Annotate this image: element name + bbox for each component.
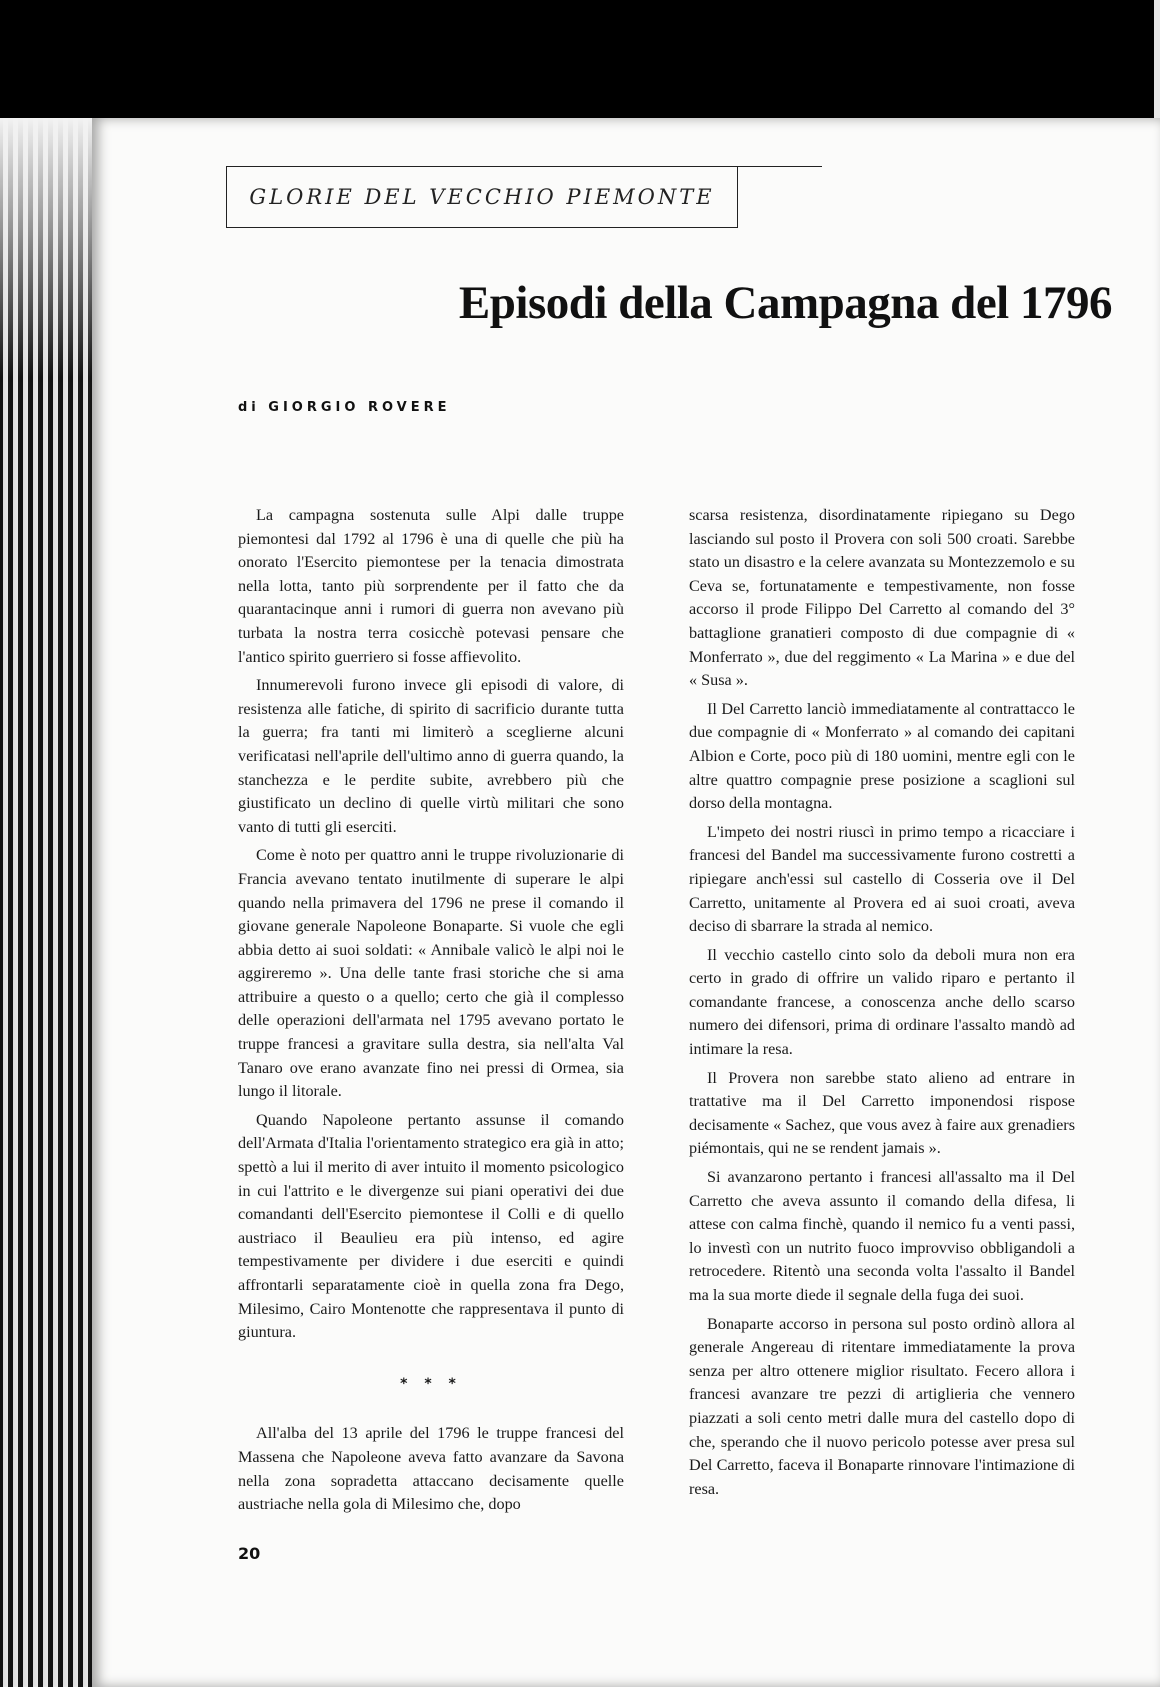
paragraph: Il vecchio castello cinto solo da deboli mura non era certo in grado di offrire un valido riparo e pertanto il comandante francese, a conoscenza anche dello scarso numero dei difensori, prima di ordinare l'assalto mandò ad intimare la resa. xyxy=(689,945,1075,1059)
paragraph: All'alba del 13 aprile del 1796 le truppe francesi del Massena che Napoleone aveva fatto avanzare da Savona nella zona sopradetta attaccano decisamente quelle austriache nella gola di Milesimo che, dopo xyxy=(238,1424,624,1514)
paragraph: scarsa resistenza, disordinatamente ripiegano su Dego lasciando sul posto il Provera con soli 500 croati. Sarebbe stato un disastro e la celere avanzata su Montezzemolo e su Ceva se, fortunatamente e tempestivamente, non fosse accorso il prode Filippo Del Carretto al comando del 3° battaglione granatieri composto di due compagnie di « Monferrato », due del reggimento « La Marina » e due del « Susa ». xyxy=(689,506,1075,690)
series-title: GLORIE DEL VECCHIO PIEMONTE xyxy=(249,185,715,209)
paragraph: L'impeto dei nostri riuscì in primo tempo a ricacciare i francesi del Bandel ma successivamente furono costretti a ripiegare anch'essi sul castello di Cosseria ove il Del Carretto, unitamente al Provera ed ai suoi croati, aveva deciso di sbarrare la strada al nemico. xyxy=(689,822,1075,936)
paragraph: Innumerevoli furono invece gli episodi di valore, di resistenza alle fatiche, di spirito di sacrificio durante tutta la guerra; fra tanti mi limiterò a sceglierne alcuni verificatasi nell'aprile dell'ultimo anno di guerra quando, la stanchezza e le perdite subite, avrebbero più che giustificato un declino di quelle virtù militari che sono vanto di tutti gli eserciti. xyxy=(238,676,624,836)
paragraph: Si avanzarono pertanto i francesi all'assalto ma il Del Carretto che aveva assunto il comando della difesa, li attese con calma finchè, quando il nemico fu a venti passi, lo investì con un nutrito fuoco improvviso obbligandoli a retrocedere. Ritentò una seconda volta l'assalto il Bandel ma la sua morte diede il segnale della fuga dei suoi. xyxy=(689,1168,1075,1304)
right-column xyxy=(689,504,1075,1501)
paragraph: Il Provera non sarebbe stato alieno ad entrare in trattative ma il Del Carretto imponendosi rispose decisamente « Sachez, que vous avez à faire aux grenadiers piémontais, qui ne se rendent jamais ». xyxy=(689,1068,1075,1158)
paragraph: Bonaparte accorso in persona sul posto ordinò allora al generale Angereau di ritentare immediatamente la prova senza per altro ottenere miglior risultato. Fecero allora i francesi avanzare tre pezzi di artiglieria che vennero piazzati a soli cento metri dalle mura del castello dopo di che, sperando che il nuovo pericolo potesse aver presa sul Del Carretto, faceva il Bonaparte rinnovare l'intimazione di resa. xyxy=(689,1314,1075,1498)
section-separator: * * * xyxy=(400,1375,462,1392)
paragraph: Il Del Carretto lanciò immediatamente al contrattacco le due compagnie di « Monferrato » al comando dei capitani Albion e Corte, poco più di 180 uomini, mentre egli con le altre quattro compagnie prese posizione a scaglioni sul dorso della montagna. xyxy=(689,699,1075,813)
book-page-edges xyxy=(0,118,104,1687)
page-number: 20 xyxy=(238,1544,261,1563)
paragraph: La campagna sostenuta sulle Alpi dalle truppe piemontesi dal 1792 al 1796 è una di quelle che più ha onorato l'Esercito piemontese per la tenacia dimostrata nella lotta, tanto più sorprendente per il fatto che da quarantacinque anni i rumori di guerra non avevano più turbata la nostra terra cosicchè potevasi pensare che l'antico spirito guerriero si fosse affievolito. xyxy=(238,506,624,666)
paragraph: Come è noto per quattro anni le truppe rivoluzionarie di Francia avevano tentato inutilmente di superare le alpi quando nella primavera del 1796 ne prese il comando il giovane generale Napoleone Bonaparte. Si vuole che egli abbia detto ai suoi soldati: « Annibale valicò le alpi noi le aggireremo ». Una delle tante frasi storiche che si ama attribuire a questo o a quello; certo che già il complesso delle operazioni dell'armata nel 1795 avevano portato le truppe francesi a gravitare sulla destra, sia nell'alta Val Tanaro ove erano avanzate fino nei pressi di Ormea, sia lungo il litorale. xyxy=(238,846,624,1101)
article-byline: di GIORGIO ROVERE xyxy=(238,400,451,415)
paragraph: Quando Napoleone pertanto assunse il comando dell'Armata d'Italia l'orientamento strategico era già in atto; spettò a lui il merito di aver intuito il momento psicologico in cui l'attrito e le divergenze sui piani operativi dei due comandanti dell'Esercito piemontese il Colli e di quello austriaco il Beaulieu era più intenso, ed agire tempestivamente per dividere i due eserciti e quindi affrontarli separatamente cioè in quella zona fra Dego, Milesimo, Cairo Montenotte che rappresentava il punto di giuntura. xyxy=(238,1110,624,1342)
left-column xyxy=(238,504,624,1517)
magazine-page xyxy=(92,118,1160,1687)
article-title: Episodi della Campagna del 1796 xyxy=(458,277,1112,329)
series-header-box xyxy=(226,166,738,228)
